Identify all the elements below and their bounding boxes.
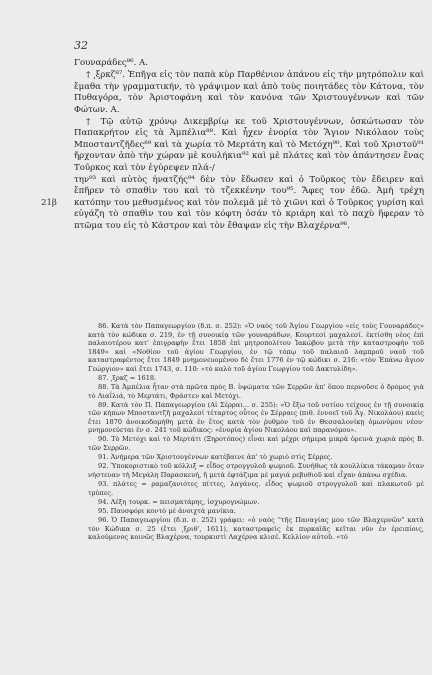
footnote: 90. Τὸ Μετόχι καὶ τὸ Μερτάτι (Ξηροτόπος) εἶναι καὶ μέχρι σήμερα μικρὰ ὀρεινὰ χωριὰ πρὸς Β. τῶν Σερρῶν. [88,435,424,453]
page-number: 32 [74,39,88,52]
footnote: 96. Ὁ Παπαγεωργίου (δ.π. σ. 252) γράφει: «ὁ ναὸς "τῆς Παναγίας μου τῶν Βλαχερνῶν" κατὰ τὸν Κώδικα σ. 25 (ἔτει ͵ξριθ', 1611), καταστραφεὶς ἐκ πυρκαϊᾶς κεῖται νῦν ἐν ἐρειπίοις, καλούμενος κοινῶς Βλαχέρνα, τουρκιστὶ Λαχέρνα κλισέ. Κελλίον αὐτοῦ. «τὸ [88,515,424,542]
footnote: 89. Κατὰ τὸν Π. Παπαγεωργίου (Αἱ Σέρραι... σ. 255): «Ὁ ἔξω τοῦ νοτίου τείχους ἐν τῇ συνοικίᾳ τῶν κήπων Μποσταντζῆ μαχαλεσί τέταρτος οὗτος ἐν Σέρραις (πιθ. ἐννοεῖ τοῦ Ἁγ. Νικολάου) καεὶς ἔτει 1870 ἀνοικοδομήθη μετὰ ἐν ἔτος κατὰ τὸν ῥυθμὸν τοῦ ἐν Θεσσαλονίκῃ ὁμωνύμου νέου· μνημονεύεται ἐν σ. 241 τοῦ κώδικος: «ἐνορία ἁγίου Νικολάου καὶ παρανόμου». [88,400,424,435]
marginal-folio-note: 21β [41,198,57,208]
footnote: 92. Ὑποκοριστικὸ τοῦ κόλλιξ = εἶδος στρογγυλοῦ ψωμιοῦ. Συνήθως τὰ κουλλίκια τάκαμαν ὅταν νήστευαν τὴ Μεγάλη Παρασκευή, ἤ μετὰ ἐφτάζιμα μὲ μαγιά ρεβυθιοῦ καὶ εἶχαν ἀπάνω σχέδια. [88,462,424,479]
body-paragraph-2: † ͵ξρκζ⁸⁷. Ἐπῆγα εἰς τὸν παπὰ κὺρ Παρθένιον ἀπάνου εἰς τὴν μητρόπολιν καὶ ἔμαθα τὴν γραμματικήν, τὸ γράψιμον καὶ ἀπὸ τοὺς ποιητάδες τὸν Κάτονα, τὸν Πυθαγόρα, τὸν Ἀριστοφάνη καὶ τὸν κανόνα τῶν Χριστουγέννων καὶ τῶν Φώτων. Α. [74,70,424,115]
footnotes [88,322,424,542]
footnote: 95. Παυσφόρι κοντὸ μὲ ἀνοιχτὰ μανίκια. [98,506,236,515]
main-text [74,58,424,232]
footnote: 88. Τὰ Ἀμπέλια ἦταν στὰ πρῶτα πρὸς Β. ὑψώματα τῶν Σερρῶν ἀπ' ὅπου περνοῦσε ὁ δρόμος γιὰ τὸ Λιαΐλιά, τὸ Μερτάτι, Φράστεν καὶ Μετόχι. [88,383,424,400]
footnote: 86. Κατὰ τὸν Παπαγεωργίου (δ.π. σ. 252): «Ὁ ναὸς τοῦ Ἁγίου Γεωργίου «εἰς τοὺς Γουναράδες» κατὰ τὸν κώδικα σ. 219, ἐν τῇ συνοικίᾳ τῶν γουναράδων, Κουρτεσί μαχαλεσί. ἐκτίσθη νέος ἐπὶ παλαιοτέρου κατ' ἐπιγραφὴν ἔτει 1858 ἐπὶ μητροπολίτου Ἰακώβου μετὰ τὴν καταστροφὴν τοῦ 1849» καὶ «Νοθίον τοῦ ἁγίου Γεωργίου, ἐν τῷ τόπῳ τοῦ παλαιοῦ λαμπροῦ ναοῦ τοῦ καταστραφέντος ἔτει 1849 μνημονευομένου δὲ ἔτει 1776 ἐν τῷ κώδικι σ. 216: «τὸν Ἐπάνω ἅγιον Γεώργιον» καὶ ἔτει 1743, σ. 110: «τὸ καλὸ τοῦ ἁγίου Γεωργίου τοῦ Δακτυλίδη». [88,322,424,373]
scan-margin [432,0,440,675]
body-paragraph-3: † Τῷ αὐτῷ χρόνῳ Δικεμβρίῳ κε τοῦ Χριστουγέννων, ὀσκώτωσαν τὸν Παπακρήτον εἰς τὰ Ἀμπέλια⁸⁸. Καὶ ἦχεν ἐνορία τὸν Ἅγιον Νικόλαον τοὺς Μποσταντζῆδες⁸⁹ καὶ τὰ χωρία τὸ Μερτάτη καὶ τὸ Μετόχη⁹⁰. Καὶ τοῦ Χριστοῦ⁹¹ ἤρχονταν ἀπὸ τὴν χώραν μὲ κουλήκια⁹² καὶ μὲ πλάτες καὶ τὸν ἀπάντησεν ἕνας Τοῦρκος καὶ τὸν ἐγύρεψεν πλά-/ [74,117,424,173]
body-paragraph-4: την⁹³ καὶ αὐτὸς ἠνατζής⁹⁴ δὲν τὸν ἔδωσεν καὶ ὁ Τοῦρκος τὸν ἔδειρεν καὶ ἔπῆρεν τὸ σπαθὶν του καὶ τὸ τζεκκένην του⁹⁵. Ἄφες τον ἐδῶ. Ἀμὴ τρέχη κατόπην του μεθυσμένος καὶ τὸν πολεμᾶ μὲ τὸ χιῶνι καὶ ὁ Τοῦρκος γυρίση καὶ εὐγάζη τὸ σπαθὶν του καὶ τὸν κόφτη ὀσάν τὸ κριάρη καὶ τὸ παχὺ ἥφεραν τὸ πτῶμα του εἰς τὸ Κάστρον καὶ τὸν ἔθαψαν εἰς τὴν Βλαχέρνα⁹⁶. [74,175,424,231]
footnote: 93. πλάτες = ραμαζανιότες πίττες, λαγάνες. εἶδος ψωμιοῦ στρογγυλοῦ καὶ πλακωτοῦ μὲ τρύπες. [88,480,424,497]
body-paragraph-1: Γουναράδες⁸⁶. Α. [74,58,148,68]
footnote: 94. Λέξη τουρκ. = πεισματάρης, ἰσχυρογνώμων. [98,497,260,506]
footnote: 87. ͵ξρκζ = 1618. [98,373,157,382]
footnote: 91. Ἀνήμερα τῶν Χριστουγέννων κατέβαινε ἀπ' τὸ χωριὸ στὶς Σέρρες. [98,453,333,462]
